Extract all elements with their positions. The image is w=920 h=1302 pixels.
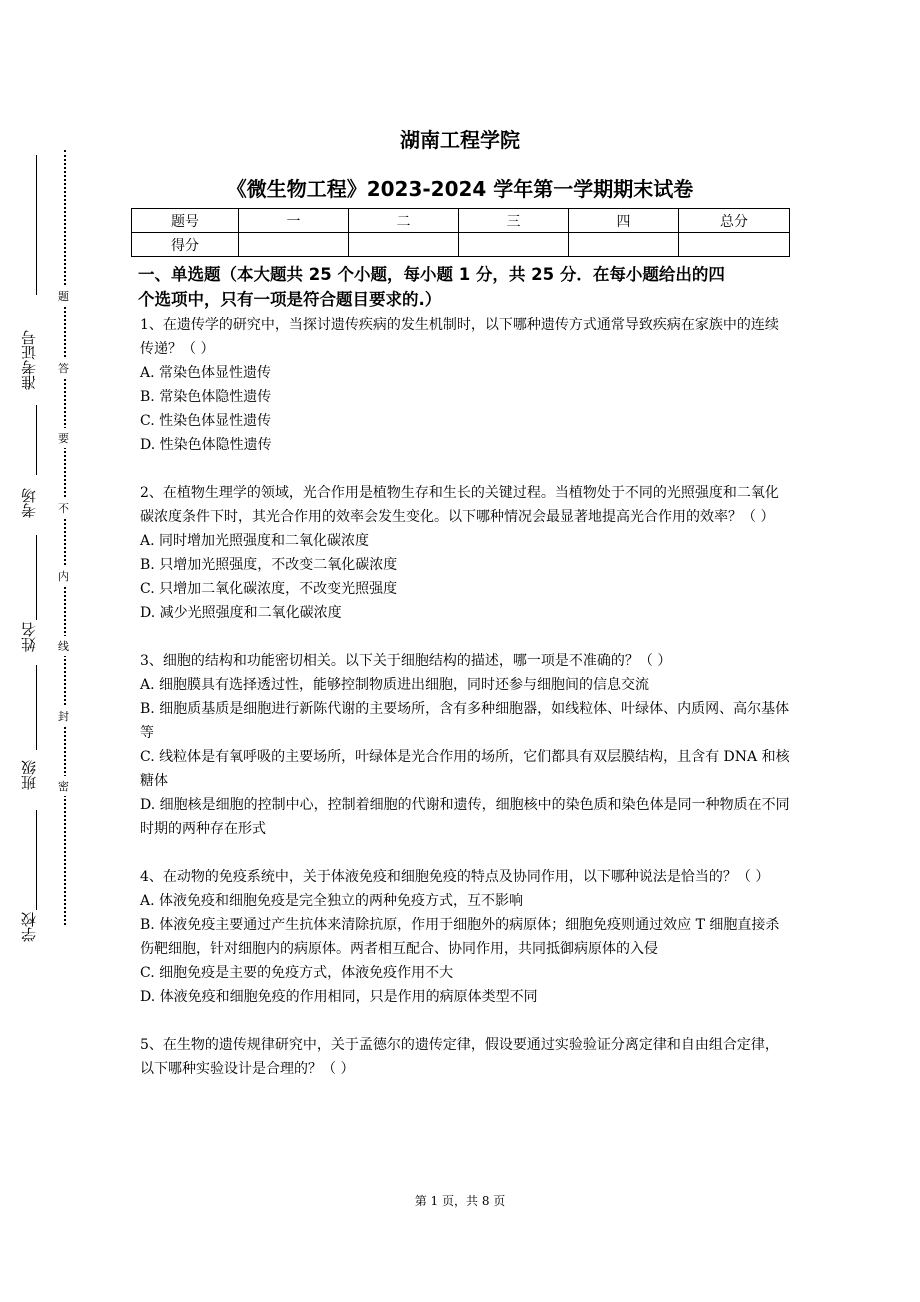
field-room-label: 考场 — [20, 488, 38, 518]
question-stem: 5、在生物的遗传规律研究中，关于孟德尔的遗传定律，假设要通过实验验证分离定律和自由组合定律，以下哪种实验设计是合理的？（ ） — [140, 1037, 779, 1077]
score-cell: 四 — [569, 209, 679, 233]
score-cell: 题号 — [132, 209, 239, 233]
score-input-cell[interactable] — [349, 233, 459, 257]
field-line-name — [36, 535, 37, 620]
option-b: B. 常染色体隐性遗传 — [140, 389, 272, 405]
option-a: A. 体液免疫和细胞免疫是完全独立的两种免疫方式，互不影响 — [140, 893, 524, 909]
option-a: A. 常染色体显性遗传 — [140, 365, 272, 381]
question-2 — [140, 481, 790, 625]
seal-char: 答 — [58, 358, 69, 378]
seal-char: 密 — [58, 776, 69, 796]
option-d: D. 减少光照强度和二氧化碳浓度 — [140, 605, 342, 621]
question-3 — [140, 649, 790, 841]
seal-char: 封 — [58, 706, 69, 726]
question-stem: 1、在遗传学的研究中，当探讨遗传疾病的发生机制时，以下哪种遗传方式通常导致疾病在家族中的连续传递？（ ） — [140, 317, 779, 357]
field-line-room — [36, 405, 37, 475]
question-4 — [140, 865, 790, 1009]
score-input-cell[interactable] — [459, 233, 569, 257]
seal-char: 题 — [58, 286, 69, 306]
field-school-label: 学校 — [20, 912, 38, 942]
seal-dotted-line — [64, 150, 66, 925]
option-a: A. 同时增加光照强度和二氧化碳浓度 — [140, 533, 370, 549]
page-footer: 第 1 页，共 8 页 — [414, 1194, 506, 1208]
option-b: B. 体液免疫主要通过产生抗体来清除抗原，作用于细胞外的病原体；细胞免疫则通过效应 T 细胞直接杀伤靶细胞，针对细胞内的病原体。两者相互配合、协同作用，共同抵御病原体的入侵 — [140, 917, 780, 957]
option-c: C. 细胞免疫是主要的免疫方式，体液免疫作用不大 — [140, 965, 454, 981]
option-c: C. 只增加二氧化碳浓度，不改变光照强度 — [140, 581, 398, 597]
option-d: D. 体液免疫和细胞免疫的作用相同，只是作用的病原体类型不同 — [140, 989, 538, 1005]
score-cell: 总分 — [679, 209, 790, 233]
option-b: B. 细胞质基质是细胞进行新陈代谢的主要场所，含有多种细胞器，如线粒体、叶绿体、内质网、高尔基体等 — [140, 701, 790, 741]
option-d: D. 性染色体隐性遗传 — [140, 437, 272, 453]
field-name-label: 姓名 — [20, 622, 38, 652]
exam-title: 《微生物工程》2023-2024 学年第一学期期末试卷 — [226, 177, 694, 201]
question-5 — [140, 1033, 790, 1081]
seal-char: 内 — [58, 566, 69, 586]
option-b: B. 只增加光照强度，不改变二氧化碳浓度 — [140, 557, 398, 573]
score-input-cell[interactable] — [569, 233, 679, 257]
question-stem: 2、在植物生理学的领域，光合作用是植物生存和生长的关键过程。当植物处于不同的光照强度和二氧化碳浓度条件下时，其光合作用的效率会发生变化。以下哪种情况会最显著地提高光合作用的效率？（ ） — [140, 485, 779, 525]
score-table — [131, 208, 790, 257]
score-input-cell[interactable] — [239, 233, 349, 257]
score-input-cell[interactable] — [679, 233, 790, 257]
field-exam-id-label: 准考证号 — [20, 330, 38, 390]
field-line-school — [36, 810, 37, 910]
seal-char: 要 — [58, 428, 69, 448]
field-class-label: 班级 — [20, 760, 38, 790]
section-heading-line: 个选项中，只有一项是符合题目要求的.） — [138, 290, 442, 309]
section-heading-line: 一、单选题（本大题共 25 个小题，每小题 1 分，共 25 分．在每小题给出的四 — [138, 265, 725, 284]
question-stem: 4、在动物的免疫系统中，关于体液免疫和细胞免疫的特点及协同作用，以下哪种说法是恰当的？（ ） — [140, 869, 770, 885]
score-table-score-row — [132, 233, 790, 257]
score-cell: 得分 — [132, 233, 239, 257]
score-cell: 一 — [239, 209, 349, 233]
option-c: C. 性染色体显性遗传 — [140, 413, 272, 429]
score-cell: 二 — [349, 209, 459, 233]
option-d: D. 细胞核是细胞的控制中心，控制着细胞的代谢和遗传，细胞核中的染色质和染色体是同一种物质在不同时期的两种存在形式 — [140, 797, 790, 837]
section-heading — [138, 262, 790, 312]
question-stem: 3、细胞的结构和功能密切相关。以下关于细胞结构的描述，哪一项是不准确的？（ ） — [140, 653, 672, 669]
score-cell: 三 — [459, 209, 569, 233]
option-c: C. 线粒体是有氧呼吸的主要场所，叶绿体是光合作用的场所，它们都具有双层膜结构，且含有 DNA 和核糖体 — [140, 749, 790, 789]
field-line-class — [36, 665, 37, 750]
school-title: 湖南工程学院 — [400, 128, 520, 152]
question-content — [140, 262, 790, 1081]
seal-char: 线 — [58, 636, 69, 656]
question-1 — [140, 313, 790, 457]
seal-char: 不 — [58, 498, 69, 518]
option-a: A. 细胞膜具有选择透过性，能够控制物质进出细胞，同时还参与细胞间的信息交流 — [140, 677, 650, 693]
score-table-header-row — [132, 209, 790, 233]
